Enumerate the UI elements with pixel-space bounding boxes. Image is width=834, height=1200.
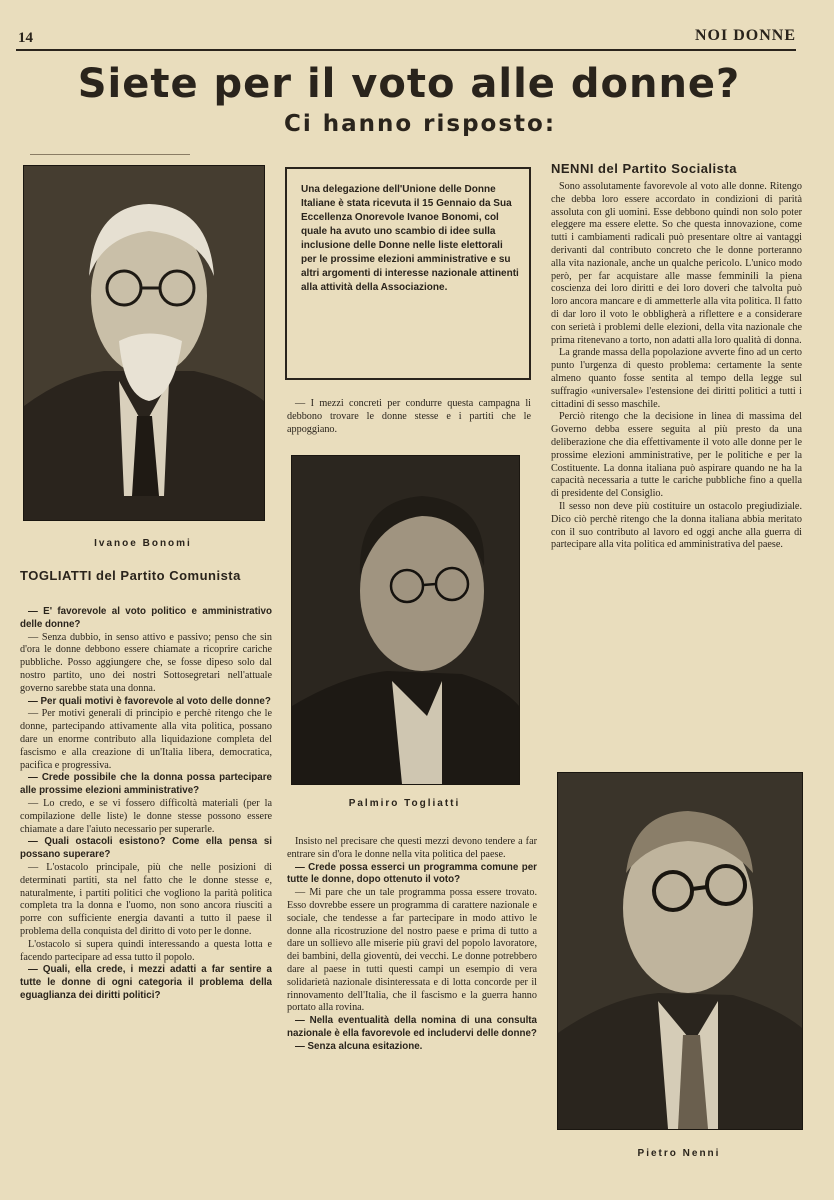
nenni-statement	[551, 181, 802, 759]
question: — E' favorevole al voto politico e amministrativo delle donne?	[20, 606, 272, 630]
question: — Senza alcuna esitazione.	[295, 1040, 423, 1052]
togliatti-caption: Palmiro Togliatti	[348, 798, 461, 809]
answer: — Lo credo, e se vi fossero difficoltà materiali (per la compilazione delle liste) le donne stesse possono essere chiamate a dare l'aiuto necessario per superarle.	[20, 797, 272, 835]
nenni-caption: Pietro Nenni	[637, 1148, 721, 1159]
togliatti-interview	[20, 606, 272, 1172]
bonomi-photo	[23, 165, 265, 521]
togliatti-heading: TOGLIATTI del Partito Comunista	[20, 568, 241, 583]
bonomi-portrait-icon	[24, 166, 264, 520]
answer: — Mi pare che un tale programma possa essere trovato. Esso dovrebbe essere un programma di carattere nazionale e sociale, che tendesse a far partecipare in modo attivo le donne alla ricostruzione del nostro paese e prima di tutto a dare un sollievo alle miserie più gravi del popolo lavoratore, dei bambini, della gioventù, dei vecchi. Le donne potrebbero dare al paese in tutti questi campi un esempio di vera solidarietà nazionale disinteressata e di lotta concorde per il rinnovamento dell'Italia, che il fascismo e la guerra hanno portato alla rovina.	[287, 887, 537, 1014]
page-title: Siete per il voto alle donne?	[77, 61, 741, 107]
answer: — Senza dubbio, in senso attivo e passivo; penso che sin d'ora le donne debbono essere chiamate a ricoprire cariche pubbliche. Posso aggiungere che, se fosse dipeso solo dal nostro partito, uno dei nostri Sottosegretari nell'attuale governo sarebbe stata una donna.	[20, 631, 272, 694]
middle-text-bottom	[287, 836, 537, 1172]
question: — Crede possa esserci un programma comune per tutte le donne, dopo ottenuto il voto?	[287, 861, 537, 886]
answer: La grande massa della popolazione avverte fino ad un certo punto l'urgenza di questo problema: certamente la sente almeno quanto fosse sentita al tempo della legge sul suffragio «universale» l'estensione dei diritti politici a tutti i cittadini di sesso maschile.	[551, 347, 802, 410]
answer: L'ostacolo si supera quindi interessando a questa lotta e facendo partecipare ad essa tutto il popolo.	[20, 938, 272, 963]
divider	[30, 154, 190, 155]
togliatti-portrait-icon	[292, 456, 519, 784]
togliatti-photo	[291, 455, 520, 785]
answer: — I mezzi concreti per condurre questa campagna li debbono trovare le donne stesse e i partiti che le appoggiano.	[287, 398, 531, 435]
bonomi-caption: Ivanoe Bonomi	[94, 538, 192, 549]
question: — Crede possibile che la donna possa partecipare alle prossime elezioni amministrative?	[20, 772, 272, 797]
answer: Il sesso non deve più costituire un ostacolo pregiudiziale. Dico ciò perchè ritengo che la donna italiana abbia meritato con il suo contributo al lavoro ed oggi anche alla guerra di partecipare alla vita politica ed amministrativa del paese.	[551, 500, 802, 551]
intro-text: Una delegazione dell'Unione delle Donne Italiane è stata ricevuta il 15 Gennaio da Sua Eccellenza Onorevole Ivanoe Bonomi, col quale ha avuto uno scambio di idee sulla inclusione delle Donne nelle liste elettorali per le prossime elezioni amministrative e su altri argomenti di interesse nazionale attinenti alla attività della Associazione.	[301, 184, 519, 293]
nenni-portrait-icon	[558, 773, 802, 1129]
page-number: 14	[18, 30, 33, 46]
answer: Sono assolutamente favorevole al voto alle donne. Ritengo che debba loro essere accordato in condizioni di parità assoluta con gli uomini. Esse debbono quindi non solo poter eleggere ma essere elette. So che questa innovazione, come tutti i cambiamenti radicali può presentare oltre ai vantaggi derivanti dal contributo concreto che le donne porteranno alla vita nazionale, anche un qualche pericolo. L'unico modo però, per far acquistare alle masse femminili la piena coscienza dei loro diritti e dei loro doveri che talvolta può loro ancora mancare e di ammetterle alla vita politica. Il fatto di dar loro il voto le obbligherà a riflettere e a considerare con serietà i problemi delle elezioni, della vita nazionale che prima ritenevano a torto, non adatti alla loro qualità di donna.	[551, 181, 802, 346]
question: — Per quali motivi è favorevole al voto delle donne?	[28, 695, 271, 707]
nenni-heading: NENNI del Partito Socialista	[551, 161, 737, 176]
page-subtitle: Ci hanno risposto:	[283, 111, 557, 137]
answer: — Per motivi generali di principio e perchè ritengo che le donne, partecipando attivamente alla vita politica, possano dare un enorme contributo alla liquidazione completa del fascismo e alla creazione di un'Italia libera, democratica, pacifica e progressiva.	[20, 708, 272, 771]
intro-box	[285, 167, 531, 380]
middle-text-top	[287, 398, 531, 440]
question: — Quali ostacoli esistono? Come ella pensa si possano superare?	[20, 836, 272, 861]
masthead: NOI DONNE	[694, 27, 796, 44]
question: — Nella eventualità della nomina di una consulta nazionale è ella favorevole ed includervi delle donne?	[287, 1015, 537, 1039]
header-rule	[16, 49, 796, 51]
answer: Insisto nel precisare che questi mezzi devono tendere a far entrare sin d'ora le donne nella vita politica del paese.	[287, 836, 537, 860]
answer: — L'ostacolo principale, più che nelle posizioni di determinati partiti, sta nel fatto che le donne stesse e, naturalmente, i partiti politici che vogliono la parità politica completa tra la donna e l'uomo, non sono ancora riusciti a porre con sufficiente energia davanti a tutto il paese il problema della conquista del diritto di voto per le donne.	[20, 861, 272, 937]
nenni-photo	[557, 772, 803, 1130]
answer: Perciò ritengo che la decisione in linea di massima del Governo debba essere seguita al più presto da una deliberazione che dia effettivamente il voto alle donne per le prossime elezioni amministrative, per le politiche e per la Costituente. La donna italiana può aspirare quando ne ha la capacità necessaria a tutte le cariche pubbliche fino a quella di presidente del Consiglio.	[551, 411, 802, 500]
question: — Quali, ella crede, i mezzi adatti a far sentire a tutte le donne di ogni categoria il problema della eguaglianza dei diritti politici?	[20, 964, 272, 1001]
